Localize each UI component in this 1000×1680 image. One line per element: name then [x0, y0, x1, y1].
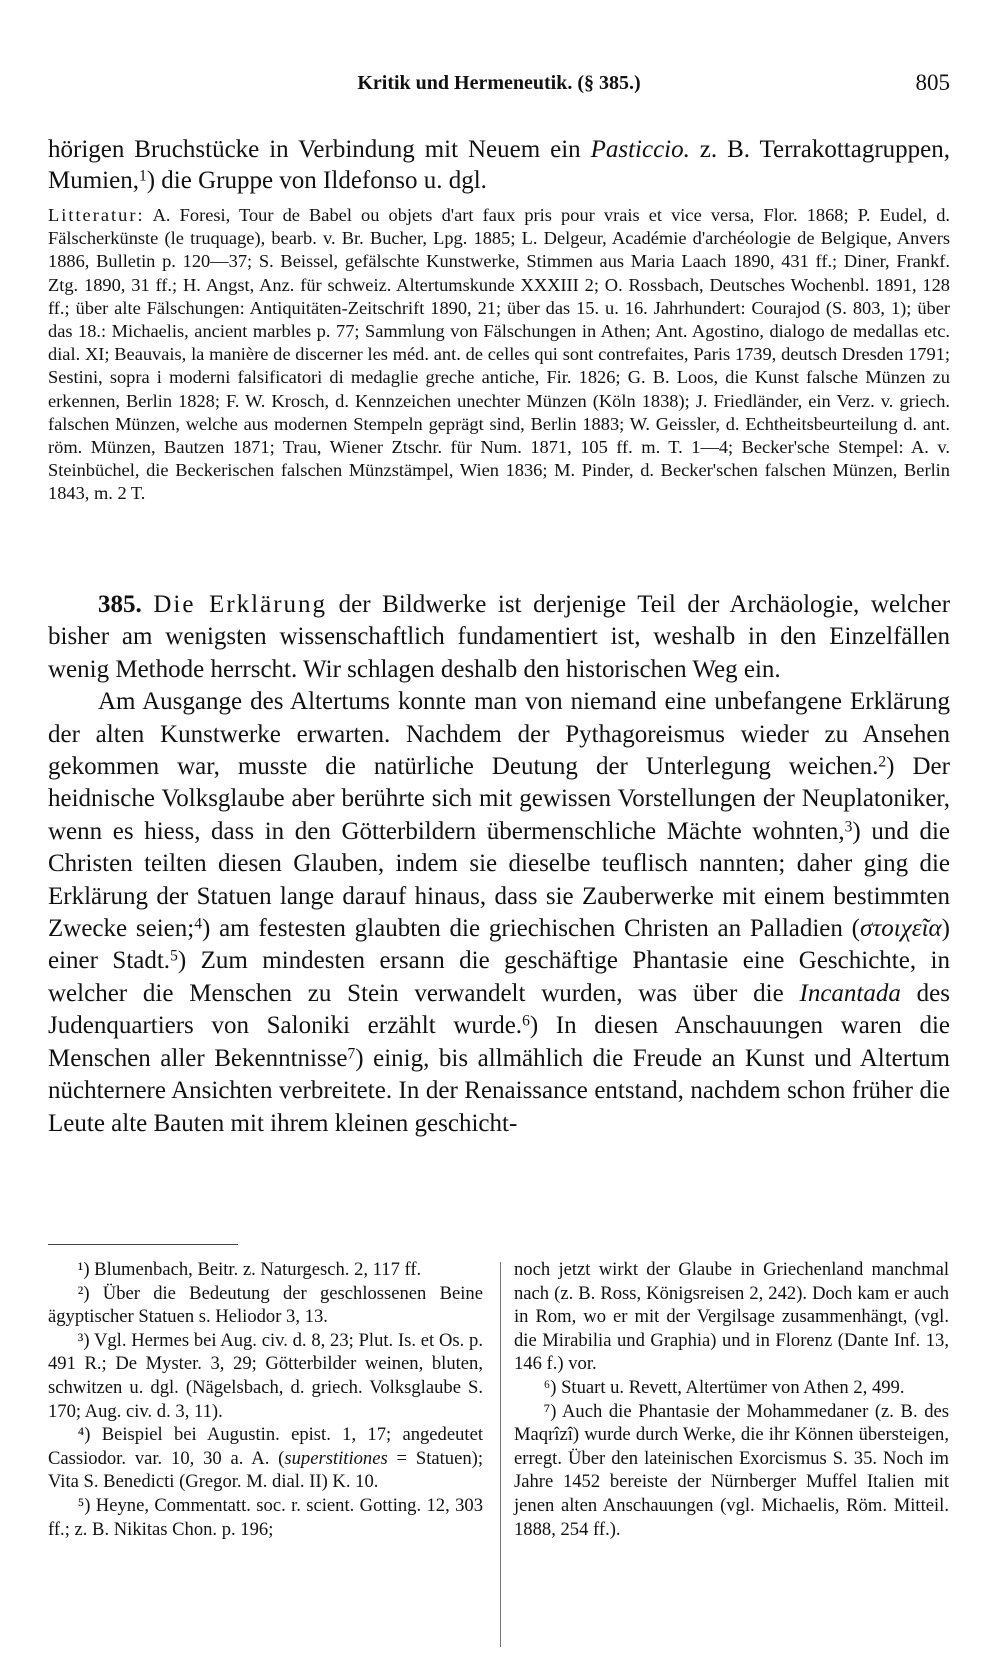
term-incantada: Incantada [799, 979, 901, 1007]
section-lead-word: Die Erklärung [153, 591, 328, 618]
literature-label: Litteratur: [48, 205, 145, 225]
footnote-5-continued: noch jetzt wirkt der Glaube in Griechenland manchmal nach (z. B. Ross, Königsreisen 2, 242). Doch kam er auch in Rom, wo er mit der Vergilsage zusammenhängt, (vgl. die Mirabilia und Graphia) und in Florenz (Dante Inf. 13, 146 f.) vor. [514, 1259, 949, 1375]
column-divider [500, 1262, 501, 1647]
literature-paragraph [48, 204, 950, 506]
term-pasticcio: Pasticcio. [590, 136, 690, 163]
running-header [48, 72, 950, 102]
body-paragraph: Am Ausgange des Altertums konnte man von niemand eine unbefangene Erklärung der alten Kunstwerke erwarten. Nachdem der Pythagoreismus wieder zu Ansehen gekommen war, musste die natürliche Deutung der Unterlegung weichen.$^2$) Der heidnische Volksglaube aber berührte sich mit gewissen Vorstellungen der Neuplatoniker, wenn es hiess, dass in den Götterbildern übermenschliche Mächte wohnten,$^3$) und die Christen teilten diesen Glauben, indem sie dieselbe teuflisch nannten; daher ging die Erklärung der Statuen lange darauf hinaus, dass sie Zauberwerke mit einem bestimmten Zwecke seien;$^4$) am festesten glaubten die griechischen Christen an Palladien (στοιχεῖα) einer Stadt.$^5$) Zum mindesten ersann die geschäftige Phantasie eine Geschichte, in welcher die Menschen zu Stein verwandelt wurden, was über die Incantada des Judenquartiers von Saloniki erzählt wurde.$^6$) In diesen Anschauungen waren die Menschen aller Bekenntnisse$^7$) einig, bis allmählich die Freude an Kunst und Altertum nüchternere Ansichten verbreitete. In der Renaissance entstand, nachdem schon früher die Leute alte Bauten mit ihrem kleinen geschicht- [48, 688, 951, 1137]
footnotes-right-column [514, 1258, 949, 1541]
greek-term: στοιχεῖα [860, 915, 942, 943]
footnote-3: ³) Vgl. Hermes bei Aug. civ. d. 8, 23; Plut. Is. et Os. p. 491 R.; De Myster. 3, 29; Götterbilder weinen, bluten, schwitzen u. dgl. (Nägelsbach, d. griech. Volksglaube S. 170; Aug. civ. d. 3, 11). [48, 1329, 483, 1422]
footnote-4: ⁴) Beispiel bei Augustin. epist. 1, 17; angedeutet Cassiodor. var. 10, 30 a. A. (superstitiones = Statuen); Vita S. Benedicti (Gregor. M. dial. II) K. 10. [48, 1424, 483, 1493]
footnote-2: ²) Über die Bedeutung der geschlossenen Beine ägyptischer Statuen s. Heliodor 3, 13. [48, 1282, 483, 1328]
intro-paragraph: hörigen Bruchstücke in Verbindung mit Neuem ein Pasticcio. z. B. Terrakottagruppen, Mumien,$^1$) die Gruppe von Ildefonso u. dgl. [48, 136, 950, 194]
footnote-5: ⁵) Heyne, Commentatt. soc. r. scient. Gotting. 12, 303 ff.; z. B. Nikitas Chon. p. 196; [48, 1494, 483, 1540]
footnote-7: ⁷) Auch die Phantasie der Mohammedaner (z. B. des Maqrîzî) wurde durch Werke, die ihr Können übersteigen, erregt. Über den lateinischen Exorcismus S. 35. Noch im Jahre 1452 bereiste der Nürnberger Muffel Italien mit jenen alten Anschauungen (vgl. Michaelis, Röm. Mitteil. 1888, 254 ff.). [514, 1400, 949, 1540]
page-number: 805 [915, 70, 950, 95]
section-number: 385. [98, 591, 142, 618]
literature-text: A. Foresi, Tour de Babel ou objets d'art faux pris pour vrais et vice versa, Flor. 1868; P. Eudel, d. Fälscherkünste (le truquage), bearb. v. Br. Bucher, Lpg. 1885; L. Delgeur, Académie d'archéologie de Belgique, Anvers 1886, Bulletin p. 120—37; S. Beissel, gefälschte Kunstwerke, Stimmen aus Maria Laach 1890, 431 ff.; Diner, Frankf. Ztg. 1890, 31 ff.; H. Angst, Anz. für schweiz. Altertumskunde XXXIII 2; O. Rossbach, Deutsches Wochenbl. 1891, 128 ff.; über alte Fälschungen: Antiquitäten-Zeitschrift 1890, 21; über das 15. u. 16. Jahrhundert: Courajod (S. 803, 1); über das 18.: Michaelis, ancient marbles p. 77; Sammlung von Fälschungen in Athen; Ant. Agostino, dialogo de medallas etc. dial. XI; Beauvais, la manière de discerner les méd. ant. de celles qui sont contrefaites, Paris 1739, deutsch Dresden 1791; Sestini, sopra i moderni falsificatori di medaglie greche antiche, Fir. 1826; G. B. Loos, die Kunst falsche Münzen zu erkennen, Berlin 1828; F. W. Krosch, d. Kennzeichen unechter Münzen (Köln 1838); J. Friedländer, ein Verz. v. griech. falschen Münzen, welche aus modernen Stempeln geprägt sind, Berlin 1883; W. Geissler, d. Echtheitsbeurteilung d. ant. röm. Münzen, Bautzen 1871; Trau, Wiener Ztschr. für Num. 1871, 105 ff. m. T. 1—4; Becker'sche Stempel: A. v. Steinbüchel, die Beckerischen falschen Münzstämpel, Wien 1836; M. Pinder, d. Becker'schen falschen Münzen, Berlin 1843, m. 2 T. [48, 205, 950, 504]
footnotes-left-column [48, 1258, 483, 1541]
section-lead-paragraph: 385. Die Erklärung der Bildwerke ist derjenige Teil der Archäologie, welcher bisher am wenigsten wissenschaftlich fundamentiert ist, weshalb in den Einzelfällen wenig Methode herrscht. Wir schlagen deshalb den historischen Weg ein. [48, 591, 951, 683]
footnote-ref-1: 1 [138, 167, 147, 185]
running-title: Kritik und Hermeneutik. (§ 385.) [357, 72, 641, 94]
section-385 [48, 589, 950, 1140]
footnote-separator [48, 1244, 238, 1245]
footnote-1: ¹) Blumenbach, Beitr. z. Naturgesch. 2, 117 ff. [77, 1259, 422, 1280]
footnote-6: ⁶) Stuart u. Revett, Altertümer von Athen 2, 499. [543, 1376, 905, 1398]
